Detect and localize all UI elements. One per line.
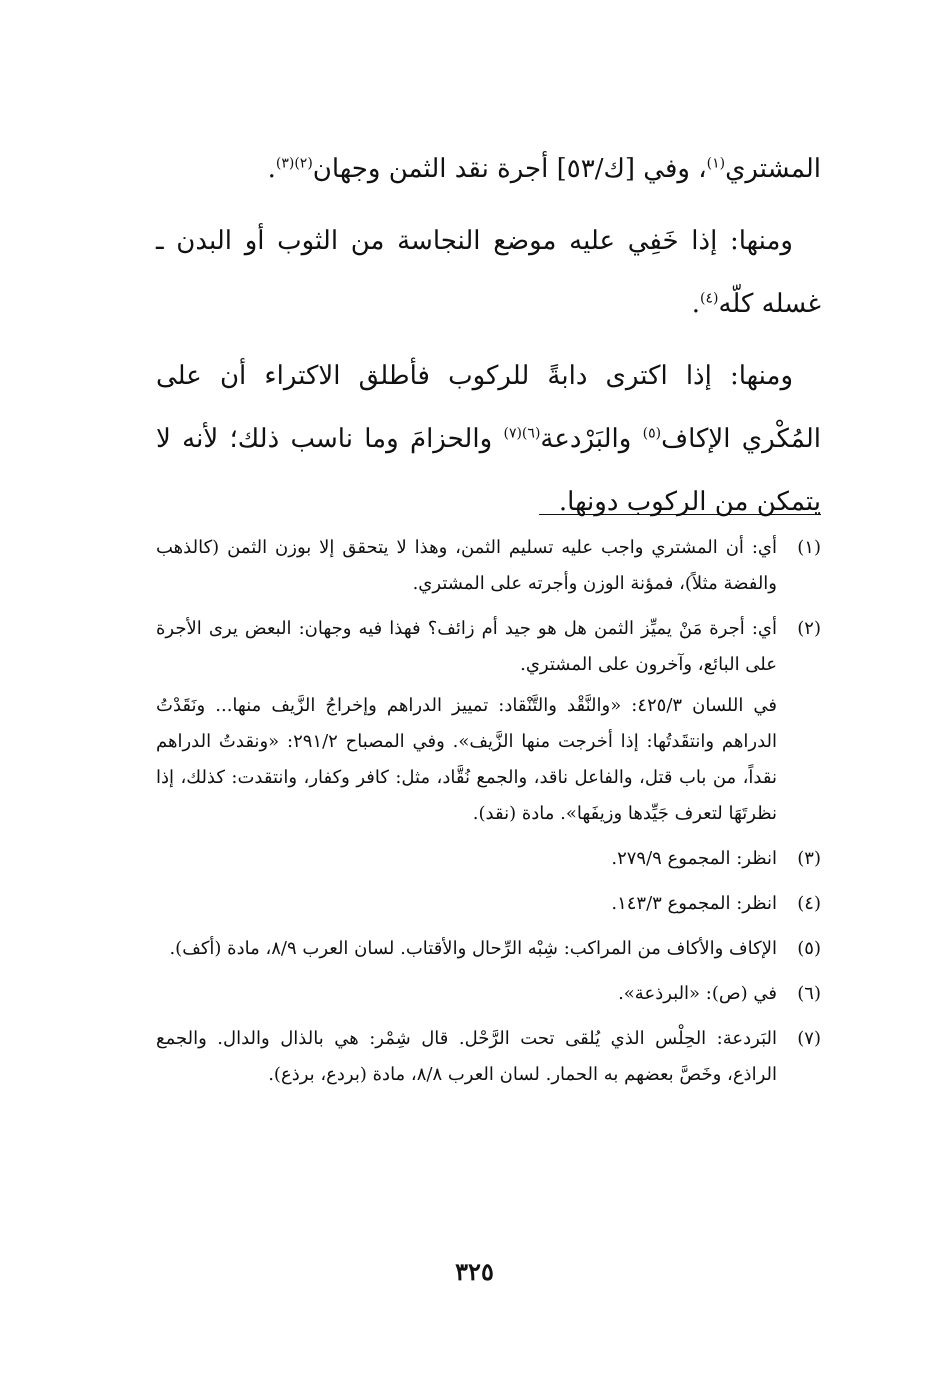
text-run: ومنها: إذا خَفِي عليه موضع النجاسة من الثوب أو البدن ـ غسله كلّه — [156, 226, 821, 319]
footnote-text: الإكاف والأكاف من المراكب: شِبْه الرِّحال والأقتاب. لسان العرب ٨/٩، مادة (أكف). — [169, 938, 777, 959]
footnote-number: (٥) — [797, 938, 821, 959]
footnote-text: انظر: المجموع ١٤٣/٣. — [611, 893, 777, 914]
footnote-ref: (٤) — [700, 290, 719, 307]
footnote-ref: (٢)(٣) — [275, 155, 313, 172]
text-run: . — [267, 154, 276, 184]
footnote-number: (٧) — [797, 1028, 821, 1049]
text-run: ، وفي [ك/٥٣] أجرة نقد الثمن وجهان — [312, 154, 707, 184]
text-run: المشتري — [725, 154, 821, 184]
footnote-3 — [156, 841, 821, 877]
footnote-text: انظر: المجموع ٢٧٩/٩. — [611, 848, 777, 869]
paragraph-2 — [156, 210, 821, 336]
footnote-text: أي: أن المشتري واجب عليه تسليم الثمن، وهذا لا يتحقق إلا بوزن الثمن (كالذهب والفضة مثلاً)، فمؤنة الوزن وأجرته على المشتري. — [156, 537, 777, 594]
footnote-4 — [156, 886, 821, 922]
footnote-5 — [156, 931, 821, 967]
text-run: والبَرْدعة — [540, 424, 643, 454]
page-number: ٣٢٥ — [455, 1257, 494, 1286]
footnote-number: (٦) — [797, 983, 821, 1004]
paragraph-3 — [156, 345, 821, 534]
footnote-1 — [156, 530, 821, 602]
footnote-text: في (ص): «البرذعة». — [618, 983, 777, 1004]
footnotes — [156, 530, 821, 1102]
footnote-ref: (٥) — [642, 425, 662, 442]
footnote-number: (١) — [797, 537, 821, 558]
footnote-text: البَردعة: الحِلْس الذي يُلقى تحت الرَّحْل. قال شِمْر: هي بالذال والدال. والجمع الراذع، وخَصَّ بعضهم به الحمار. لسان العرب ٨/٨، مادة (بردع، برذع). — [156, 1028, 777, 1085]
footnote-number: (٢) — [797, 618, 821, 639]
footnote-6 — [156, 976, 821, 1012]
footnote-2 — [156, 611, 821, 683]
footnote-text: في اللسان ٤٢٥/٣: «والنَّقْد والتَّنْقاد: تمييز الدراهم وإخراجُ الزَّيف منها... ونَقَدْتُ الدراهم وانتقَدتُها: إذا أخرجت منها الزَّيف». وفي المصباح ٢٩١/٢: «ونقدتُ الدراهم نقداً، من باب قتل، والفاعل ناقد، والجمع نُقَّاد، مثل: كافر وكفار، وانتقدت: كذلك، إذا نظرتَهَا لتعرف جَيِّدها وزيفَها». مادة (نقد). — [156, 695, 778, 824]
footnote-number: (٤) — [797, 893, 821, 914]
footnote-7 — [156, 1021, 821, 1093]
footnote-number: (٣) — [797, 848, 821, 869]
text-run: ومنها: إذا اكترى دابةً للركوب فأطلق الاكتراء أن على المُكْري الإكاف — [156, 361, 821, 454]
footnote-ref: (١) — [706, 155, 726, 172]
footnote-text: أي: أجرة مَنْ يميِّز الثمن هل هو جيد أم زائف؟ فهذا فيه وجهان: البعض يرى الأجرة على البائع، وآخرون على المشتري. — [156, 618, 777, 675]
footnote-ref: (٦)(٧) — [503, 425, 541, 442]
text-run: والحزامَ وما ناسب ذلك؛ لأنه لا يتمكن من الركوب دونها. — [156, 424, 821, 517]
main-text — [156, 138, 821, 534]
paragraph-1 — [156, 138, 821, 201]
text-run: . — [691, 289, 700, 319]
footnote-2-continuation — [156, 688, 821, 832]
footnote-separator — [539, 514, 821, 515]
